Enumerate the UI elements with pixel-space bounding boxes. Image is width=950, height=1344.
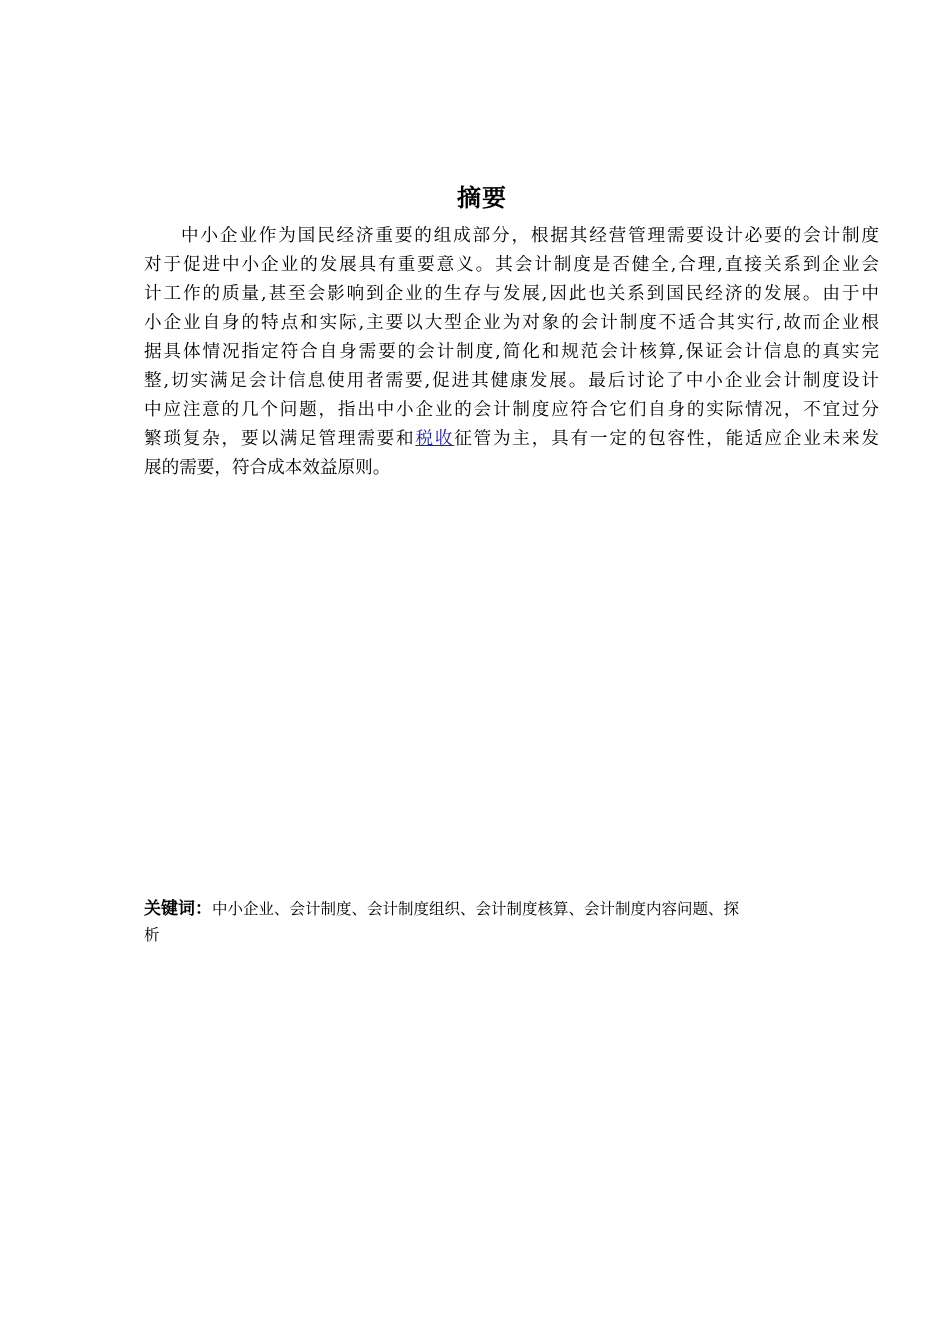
abstract-text: 征管为主，具有一定的包容性，能适应企业未来发 (454, 429, 879, 449)
page-title: 摘要 (457, 184, 507, 212)
abstract-line: 小企业自身的特点和实际,主要以大型企业为对象的会计制度不适合其实行,故而企业根 (144, 313, 879, 333)
abstract-line: 展的需要，符合成本效益原则。 (144, 458, 391, 478)
abstract-line: 中小企业作为国民经济重要的组成部分，根据其经营管理需要设计必要的会计制度 (181, 226, 879, 246)
keywords-row (144, 922, 824, 948)
abstract-line: 整,切实满足会计信息使用者需要,促进其健康发展。最后讨论了中小企业会计制度设计 (144, 371, 879, 391)
keywords-row (144, 896, 824, 922)
abstract-text: 繁琐复杂，要以满足管理需要和 (144, 429, 416, 449)
keywords-label: 关键词： (144, 899, 212, 919)
abstract-line: 对于促进中小企业的发展具有重要意义。其会计制度是否健全,合理,直接关系到企业会 (144, 255, 879, 275)
abstract-line: 中应注意的几个问题，指出中小企业的会计制度应符合它们自身的实际情况，不宜过分 (144, 400, 879, 420)
keywords-text: 中小企业、会计制度、会计制度组织、会计制度核算、会计制度内容问题、探 (212, 900, 740, 918)
keywords-section (144, 896, 824, 948)
abstract-body (144, 222, 879, 483)
abstract-line-with-link (144, 425, 879, 454)
abstract-line: 计工作的质量,甚至会影响到企业的生存与发展,因此也关系到国民经济的发展。由于中 (144, 284, 879, 304)
keywords-text: 析 (144, 926, 160, 944)
tax-link[interactable]: 税收 (415, 429, 455, 449)
abstract-line: 据具体情况指定符合自身需要的会计制度,简化和规范会计核算,保证会计信息的真实完 (144, 342, 879, 362)
